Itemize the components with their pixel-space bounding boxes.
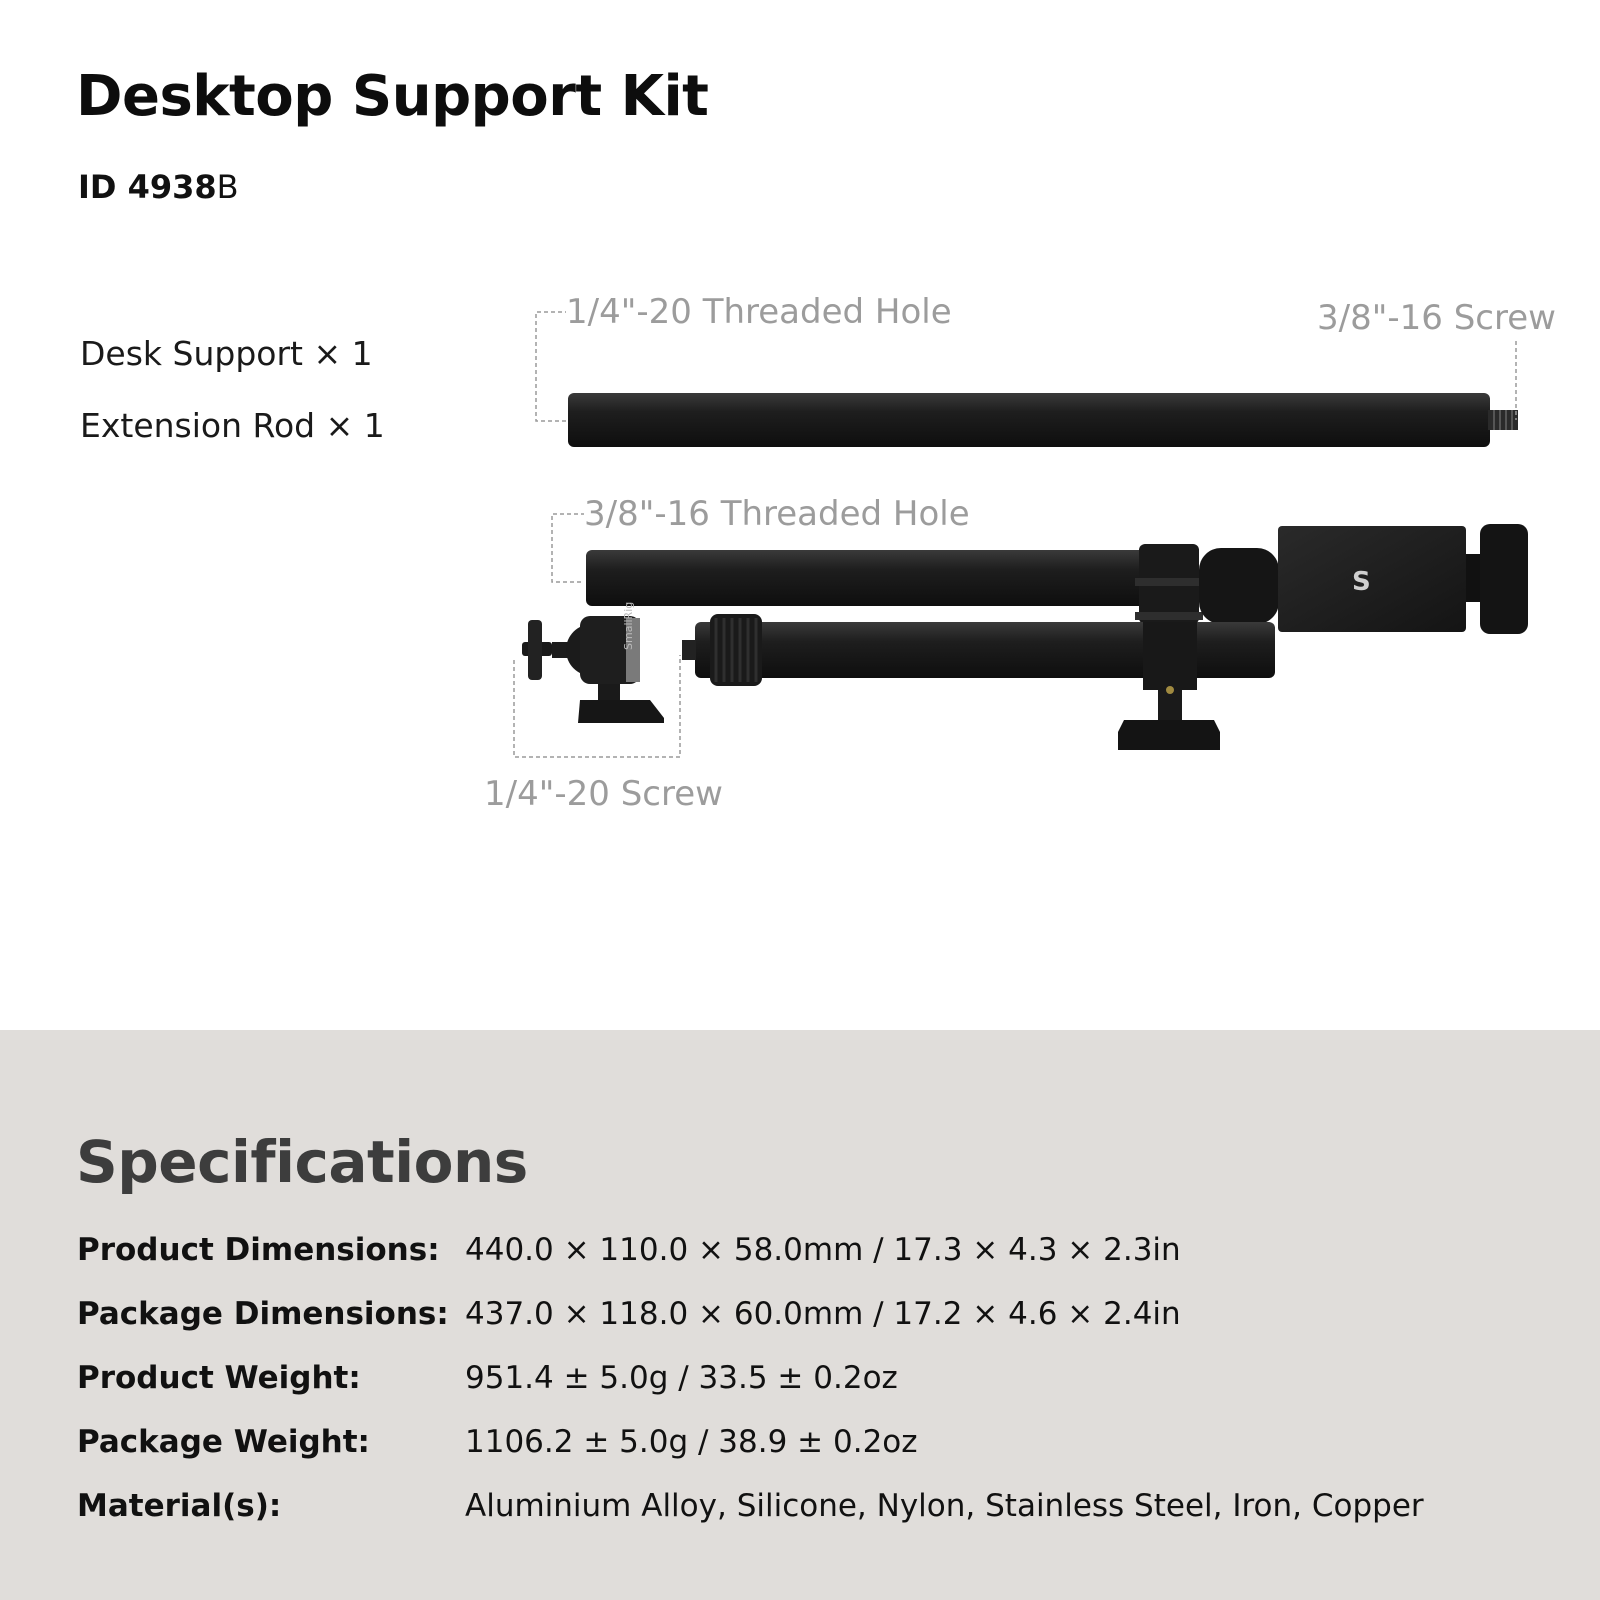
spec-value: 440.0 × 110.0 × 58.0mm / 17.3 × 4.3 × 2.3in bbox=[465, 1232, 1181, 1268]
spec-value: 437.0 × 118.0 × 60.0mm / 17.2 × 4.6 × 2.4in bbox=[465, 1296, 1181, 1332]
spec-value: Aluminium Alloy, Silicone, Nylon, Stainless Steel, Iron, Copper bbox=[465, 1488, 1424, 1524]
ball-head-mount bbox=[522, 602, 664, 723]
product-id-number: ID 4938 bbox=[78, 168, 217, 206]
callout-arm-threaded-hole: 3/8"-16 Threaded Hole bbox=[584, 494, 970, 534]
spec-label: Product Dimensions: bbox=[77, 1232, 440, 1268]
support-arm bbox=[586, 524, 1528, 750]
page-title: Desktop Support Kit bbox=[76, 64, 709, 129]
ballhead-brand-label: SmallRig bbox=[622, 601, 635, 650]
spec-value: 1106.2 ± 5.0g / 38.9 ± 0.2oz bbox=[465, 1424, 918, 1460]
spec-value: 951.4 ± 5.0g / 33.5 ± 0.2oz bbox=[465, 1360, 898, 1396]
kit-item-extension-rod: Extension Rod × 1 bbox=[80, 406, 385, 445]
product-id-suffix: B bbox=[216, 168, 239, 206]
smallrig-logo-icon: S bbox=[1352, 567, 1371, 597]
spec-label: Package Dimensions: bbox=[77, 1296, 449, 1332]
extension-rod bbox=[568, 393, 1518, 447]
callout-rod-threaded-hole: 1/4"-20 Threaded Hole bbox=[566, 292, 952, 332]
specifications-title: Specifications bbox=[76, 1128, 528, 1196]
spec-label: Product Weight: bbox=[77, 1360, 361, 1396]
spec-label: Material(s): bbox=[77, 1488, 282, 1524]
callout-ballhead-screw: 1/4"-20 Screw bbox=[484, 774, 723, 814]
spec-label: Package Weight: bbox=[77, 1424, 370, 1460]
kit-item-desk-support: Desk Support × 1 bbox=[80, 334, 373, 373]
callout-rod-screw: 3/8"-16 Screw bbox=[1317, 298, 1556, 338]
